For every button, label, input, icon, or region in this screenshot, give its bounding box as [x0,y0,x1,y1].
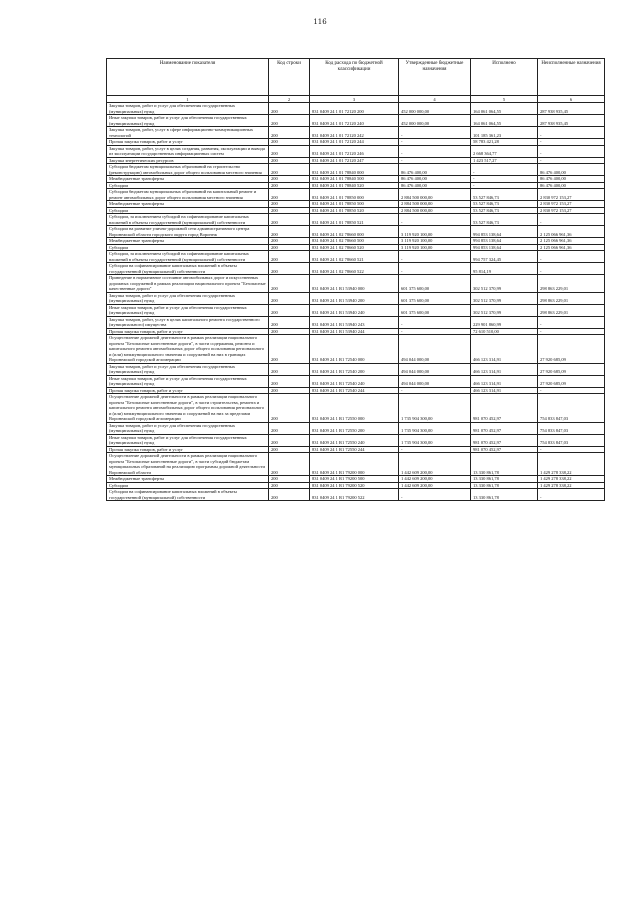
cell-approved: 601 375 600,00 [399,275,471,293]
cell-budget-code: 831 0409 24 1 02 78660 000 [310,226,399,238]
cell-indicator-name: Межбюджетные трансферты [107,476,269,483]
cell-line-code: 200 [269,115,310,127]
cell-unexecuted: - [538,316,605,328]
cell-unexecuted: 287 938 935,45 [538,103,605,115]
cell-executed: 95 814,19 [471,263,538,275]
cell-executed: 13 330 861,78 [471,476,538,483]
cell-approved: - [399,328,471,335]
cell-approved: - [399,214,471,226]
cell-indicator-name: Субсидии бюджетам муниципальных образований на капитальный ремонт и ремонт автомобильных дорог общего пользования местного значения [107,189,269,201]
cell-indicator-name: Закупка товаров, работ и услуг для обеспечения государственных (муниципальных) нужд [107,363,269,375]
column-number: 2 [269,96,310,103]
cell-approved: - [399,139,471,146]
cell-executed: 981 070 452,97 [471,422,538,434]
cell-approved: - [399,263,471,275]
cell-unexecuted: 86 476 400,00 [538,182,605,189]
cell-budget-code: 831 0409 24 1 R1 72550 000 [310,394,399,423]
cell-budget-code: 831 0409 24 1 R1 53940 243 [310,316,399,328]
cell-indicator-name: Субсидии [107,207,269,214]
cell-line-code: 200 [269,434,310,446]
cell-unexecuted: - [538,127,605,139]
cell-executed: 1 423 517,27 [471,157,538,164]
cell-unexecuted: 1 429 278 338,22 [538,482,605,489]
cell-indicator-name: Осуществление дорожной деятельности в рамках реализации национального проекта "Безопасные качественные дороги", в части субсидий бюджетам муниципальных образований на реализацию программы дорожной деятельности Воронежской области [107,453,269,476]
table-row [107,489,605,501]
cell-executed: 53 527 846,73 [471,201,538,208]
page-number: 116 [313,18,327,26]
cell-budget-code: 831 0409 24 1 01 72120 246 [310,145,399,157]
table-row [107,363,605,375]
cell-approved: - [399,145,471,157]
cell-unexecuted: - [538,251,605,263]
cell-line-code: 200 [269,453,310,476]
cell-budget-code: 831 0409 24 1 R1 53940 000 [310,275,399,293]
cell-approved: 1 442 609 200,00 [399,453,471,476]
cell-approved: 2 884 500 000,00 [399,189,471,201]
cell-executed: 994 853 138,64 [471,238,538,245]
cell-unexecuted: 27 920 685,09 [538,335,605,364]
cell-line-code: 200 [269,363,310,375]
cell-budget-code: 831 0409 24 1 R1 79200 000 [310,453,399,476]
table-row [107,316,605,328]
cell-budget-code: 831 0409 24 1 R1 72540 000 [310,335,399,364]
cell-indicator-name: Закупка товаров, работ, услуг в сфере информационно-коммуникационных технологий [107,127,269,139]
cell-line-code: 200 [269,422,310,434]
cell-budget-code: 831 0409 24 1 01 72120 240 [310,115,399,127]
cell-budget-code: 831 0409 24 1 R1 72550 240 [310,434,399,446]
cell-budget-code: 831 0409 24 1 R1 79200 522 [310,489,399,501]
cell-line-code: 200 [269,335,310,364]
cell-budget-code: 831 0409 24 1 01 78840 000 [310,164,399,176]
cell-unexecuted: - [538,145,605,157]
cell-indicator-name: Прочая закупка товаров, работ и услуг [107,387,269,394]
cell-indicator-name: Субсидии, за исключением субсидий на софинансирование капитальных вложений в объекты государственной (муниципальной) собственности [107,214,269,226]
cell-budget-code: 831 0409 24 1 R1 72540 244 [310,387,399,394]
cell-line-code: 200 [269,139,310,146]
cell-budget-code: 831 0409 24 1 R1 72550 200 [310,422,399,434]
cell-unexecuted: 86 476 400,00 [538,176,605,183]
cell-unexecuted: 754 833 847,03 [538,422,605,434]
cell-budget-code: 831 0409 24 1 R1 53940 200 [310,292,399,304]
table-row [107,422,605,434]
cell-budget-code: 831 0409 24 1 01 72120 200 [310,103,399,115]
cell-budget-code: 831 0409 24 1 02 78660 521 [310,251,399,263]
column-number: 5 [471,96,538,103]
cell-unexecuted: - [538,214,605,226]
cell-executed: 302 512 370,99 [471,275,538,293]
cell-budget-code: 831 0409 24 1 R1 53940 244 [310,328,399,335]
table-body [107,103,605,501]
cell-budget-code: 831 0409 24 1 01 78850 520 [310,207,399,214]
cell-budget-code: 831 0409 24 1 02 78660 522 [310,263,399,275]
table-row [107,292,605,304]
cell-line-code: 200 [269,244,310,251]
cell-executed: 229 901 860,99 [471,316,538,328]
table-row [107,103,605,115]
header-indicator-name: Наименование показателя [107,59,269,96]
header-executed: Исполнено [471,59,538,96]
cell-executed: 164 061 064,55 [471,103,538,115]
cell-executed: 13 330 861,78 [471,489,538,501]
cell-approved: 1 442 609 200,00 [399,476,471,483]
cell-budget-code: 831 0409 24 1 01 78840 520 [310,182,399,189]
cell-budget-code: 831 0409 24 1 R1 72550 244 [310,446,399,453]
cell-indicator-name: Закупка энергетических ресурсов [107,157,269,164]
cell-indicator-name: Приведение в нормативное состояние автомобильных дорог и искусственных дорожных сооружений в рамках реализации национального проекта "Безопасные качественные дороги" [107,275,269,293]
header-unexecuted: Неисполненные назначения [538,59,605,96]
cell-approved: - [399,316,471,328]
cell-unexecuted: - [538,446,605,453]
cell-executed: 981 070 452,97 [471,394,538,423]
cell-unexecuted: 2 125 066 961,36 [538,226,605,238]
cell-budget-code: 831 0409 24 1 R1 79200 500 [310,476,399,483]
cell-indicator-name: Субсидии на софинансирование капитальных вложений в объекты государственной (муниципальной) собственности [107,263,269,275]
cell-executed: 981 070 452,97 [471,434,538,446]
cell-approved: 1 735 904 300,00 [399,422,471,434]
cell-line-code: 200 [269,328,310,335]
cell-approved: - [399,387,471,394]
cell-indicator-name: Межбюджетные трансферты [107,201,269,208]
cell-line-code: 200 [269,394,310,423]
table-row [107,453,605,476]
cell-line-code: 200 [269,127,310,139]
cell-approved: 452 000 000,00 [399,103,471,115]
cell-approved: 3 119 920 100,00 [399,226,471,238]
cell-line-code: 200 [269,189,310,201]
cell-line-code: 200 [269,476,310,483]
cell-approved: 3 119 920 100,00 [399,244,471,251]
column-number: 1 [107,96,269,103]
cell-unexecuted: - [538,263,605,275]
cell-approved: - [399,251,471,263]
cell-budget-code: 831 0409 24 1 01 78850 000 [310,189,399,201]
header-budget-code: Код расхода по бюджетной классификации [310,59,399,96]
cell-line-code: 200 [269,201,310,208]
cell-executed: 994 853 138,64 [471,226,538,238]
cell-approved: - [399,157,471,164]
cell-unexecuted: 754 833 847,03 [538,394,605,423]
cell-line-code: 200 [269,207,310,214]
header-row [107,59,605,96]
cell-approved: 86 476 400,00 [399,164,471,176]
cell-unexecuted: - [538,489,605,501]
cell-executed: 101 185 361,23 [471,127,538,139]
cell-budget-code: 831 0409 24 1 01 72120 244 [310,139,399,146]
cell-indicator-name: Прочая закупка товаров, работ и услуг [107,139,269,146]
cell-unexecuted: 1 429 278 338,22 [538,476,605,483]
cell-line-code: 200 [269,375,310,387]
column-number: 4 [399,96,471,103]
cell-budget-code: 831 0409 24 1 01 72120 247 [310,157,399,164]
table-row [107,145,605,157]
cell-approved: - [399,127,471,139]
cell-executed: 53 527 846,73 [471,207,538,214]
cell-indicator-name: Межбюджетные трансферты [107,238,269,245]
cell-line-code: 200 [269,145,310,157]
cell-indicator-name: Закупка товаров, работ, услуг в целях капитального ремонта государственного (муниципального) имущества [107,316,269,328]
cell-line-code: 200 [269,164,310,176]
cell-indicator-name: Закупка товаров, работ, услуг в целях создания, развития, эксплуатации и вывода из эксплуатации государственных информационных систем [107,145,269,157]
cell-indicator-name: Иные закупки товаров, работ и услуг для обеспечения государственных (муниципальных) нужд [107,434,269,446]
cell-line-code: 200 [269,157,310,164]
cell-unexecuted: 2 125 066 961,36 [538,238,605,245]
cell-unexecuted: 2 830 972 153,27 [538,189,605,201]
column-number-row [107,96,605,103]
cell-approved: 2 884 500 000,00 [399,207,471,214]
table-row [107,164,605,176]
cell-approved: 1 735 904 300,00 [399,434,471,446]
cell-executed: 53 527 846,73 [471,189,538,201]
cell-budget-code: 831 0409 24 1 R1 53940 240 [310,304,399,316]
cell-line-code: 200 [269,482,310,489]
cell-line-code: 200 [269,182,310,189]
cell-unexecuted: - [538,139,605,146]
cell-line-code: 200 [269,446,310,453]
cell-approved: - [399,446,471,453]
cell-line-code: 200 [269,103,310,115]
cell-unexecuted: - [538,387,605,394]
cell-line-code: 200 [269,292,310,304]
cell-indicator-name: Прочая закупка товаров, работ и услуг [107,446,269,453]
cell-executed: - [471,176,538,183]
cell-executed: 302 512 370,99 [471,304,538,316]
cell-indicator-name: Субсидии [107,182,269,189]
cell-indicator-name: Субсидии [107,244,269,251]
cell-executed: 981 070 452,97 [471,446,538,453]
cell-line-code: 200 [269,304,310,316]
cell-executed: 2 668 364,77 [471,145,538,157]
cell-executed: - [471,164,538,176]
cell-unexecuted: - [538,157,605,164]
cell-line-code: 200 [269,176,310,183]
cell-budget-code: 831 0409 24 1 01 72120 242 [310,127,399,139]
table-row [107,263,605,275]
cell-indicator-name: Субсидии бюджетам муниципальных образований на строительство (реконструкцию) автомобильных дорог общего пользования местного значения [107,164,269,176]
table-row [107,226,605,238]
cell-unexecuted: 298 863 229,01 [538,292,605,304]
header-approved: Утвержденные бюджетные назначения [399,59,471,96]
cell-line-code: 200 [269,316,310,328]
cell-approved: 86 476 400,00 [399,182,471,189]
table-row [107,434,605,446]
column-number: 3 [310,96,399,103]
table-row [107,394,605,423]
cell-approved: 86 476 400,00 [399,176,471,183]
cell-line-code: 200 [269,238,310,245]
cell-executed: 466 123 314,91 [471,387,538,394]
cell-executed: 58 783 421,28 [471,139,538,146]
table-row [107,375,605,387]
cell-line-code: 200 [269,226,310,238]
cell-unexecuted: 287 938 935,45 [538,115,605,127]
cell-indicator-name: Осуществление дорожной деятельности в рамках реализации национального проекта "Безопасные качественные дороги", в части строительства, ремонта и капитального ремонта автомобильных дорог общего пользования регионального и (или) межмуниципального значения и сооружений на них за пределами Воронежской городской агломерации [107,394,269,423]
cell-line-code: 200 [269,251,310,263]
cell-unexecuted: 2 125 066 961,36 [538,244,605,251]
cell-indicator-name: Субсидии, за исключением субсидий на софинансирование капитальных вложений в объекты государственной (муниципальной) собственности [107,251,269,263]
cell-line-code: 200 [269,489,310,501]
cell-line-code: 200 [269,214,310,226]
cell-approved: - [399,489,471,501]
table-row [107,304,605,316]
cell-executed: 164 061 064,55 [471,115,538,127]
cell-indicator-name: Субсидии на софинансирование капитальных вложений в объекты государственной (муниципальной) собственности [107,489,269,501]
table-row [107,189,605,201]
cell-approved: 601 375 600,00 [399,304,471,316]
cell-executed: 466 123 314,91 [471,363,538,375]
cell-indicator-name: Иные закупки товаров, работ и услуг для обеспечения государственных (муниципальных) нужд [107,115,269,127]
column-number: 6 [538,96,605,103]
cell-executed: 466 123 314,91 [471,375,538,387]
table-row [107,275,605,293]
cell-unexecuted: 2 830 972 153,27 [538,201,605,208]
budget-execution-table [106,58,605,501]
table-header [107,59,605,103]
cell-approved: 3 119 920 100,00 [399,238,471,245]
cell-unexecuted: 1 429 278 338,22 [538,453,605,476]
cell-executed: 302 512 370,99 [471,292,538,304]
cell-budget-code: 831 0409 24 1 02 78660 520 [310,244,399,251]
cell-executed: 994 757 324,45 [471,251,538,263]
cell-indicator-name: Закупка товаров, работ и услуг для обеспечения государственных (муниципальных) нужд [107,103,269,115]
cell-approved: 494 044 000,00 [399,335,471,364]
cell-executed: 994 853 138,64 [471,244,538,251]
cell-indicator-name: Субсидии [107,482,269,489]
table-row [107,335,605,364]
cell-budget-code: 831 0409 24 1 R1 72540 240 [310,375,399,387]
cell-approved: 601 375 600,00 [399,292,471,304]
cell-unexecuted: 27 920 685,09 [538,375,605,387]
cell-unexecuted: 86 476 400,00 [538,164,605,176]
cell-executed: 13 330 861,78 [471,453,538,476]
cell-line-code: 200 [269,263,310,275]
cell-unexecuted: 27 920 685,09 [538,363,605,375]
cell-unexecuted: 2 830 972 153,27 [538,207,605,214]
cell-executed: 466 123 314,91 [471,335,538,364]
cell-budget-code: 831 0409 24 1 02 78660 500 [310,238,399,245]
header-line-code: Код строки [269,59,310,96]
table-row [107,115,605,127]
cell-budget-code: 831 0409 24 1 R1 79200 520 [310,482,399,489]
cell-executed: 53 527 846,73 [471,214,538,226]
cell-indicator-name: Субсидии на развитие улично-дорожной сети административного центра Воронежской области городского округа город Воронеж [107,226,269,238]
cell-indicator-name: Закупка товаров, работ и услуг для обеспечения государственных (муниципальных) нужд [107,292,269,304]
cell-approved: 494 044 000,00 [399,363,471,375]
cell-unexecuted: - [538,328,605,335]
table-row [107,127,605,139]
cell-budget-code: 831 0409 24 1 01 78850 500 [310,201,399,208]
cell-budget-code: 831 0409 24 1 01 78840 500 [310,176,399,183]
cell-indicator-name: Иные закупки товаров, работ и услуг для обеспечения государственных (муниципальных) нужд [107,375,269,387]
cell-executed: - [471,182,538,189]
cell-line-code: 200 [269,387,310,394]
cell-approved: 452 000 000,00 [399,115,471,127]
cell-approved: 494 044 000,00 [399,375,471,387]
cell-executed: 72 610 510,00 [471,328,538,335]
cell-unexecuted: 298 863 229,01 [538,304,605,316]
cell-executed: 13 330 861,78 [471,482,538,489]
cell-approved: 1 735 904 300,00 [399,394,471,423]
cell-indicator-name: Межбюджетные трансферты [107,176,269,183]
cell-approved: 1 442 609 200,00 [399,482,471,489]
cell-unexecuted: 754 833 847,03 [538,434,605,446]
cell-indicator-name: Прочая закупка товаров, работ и услуг [107,328,269,335]
cell-unexecuted: 298 863 229,01 [538,275,605,293]
cell-indicator-name: Закупка товаров, работ и услуг для обеспечения государственных (муниципальных) нужд [107,422,269,434]
table-row [107,214,605,226]
cell-budget-code: 831 0409 24 1 R1 72540 200 [310,363,399,375]
cell-indicator-name: Иные закупки товаров, работ и услуг для обеспечения государственных (муниципальных) нужд [107,304,269,316]
cell-indicator-name: Осуществление дорожной деятельности в рамках реализации национального проекта "Безопасные качественные дороги", в части содержания, ремонта и капитального ремонта автомобильных дорог общего пользования регионального и (или) межмуниципального значения и сооружений на них в границах Воронежской городской агломерации [107,335,269,364]
table-row [107,251,605,263]
cell-approved: 2 884 500 000,00 [399,201,471,208]
cell-budget-code: 831 0409 24 1 01 78850 521 [310,214,399,226]
cell-line-code: 200 [269,275,310,293]
